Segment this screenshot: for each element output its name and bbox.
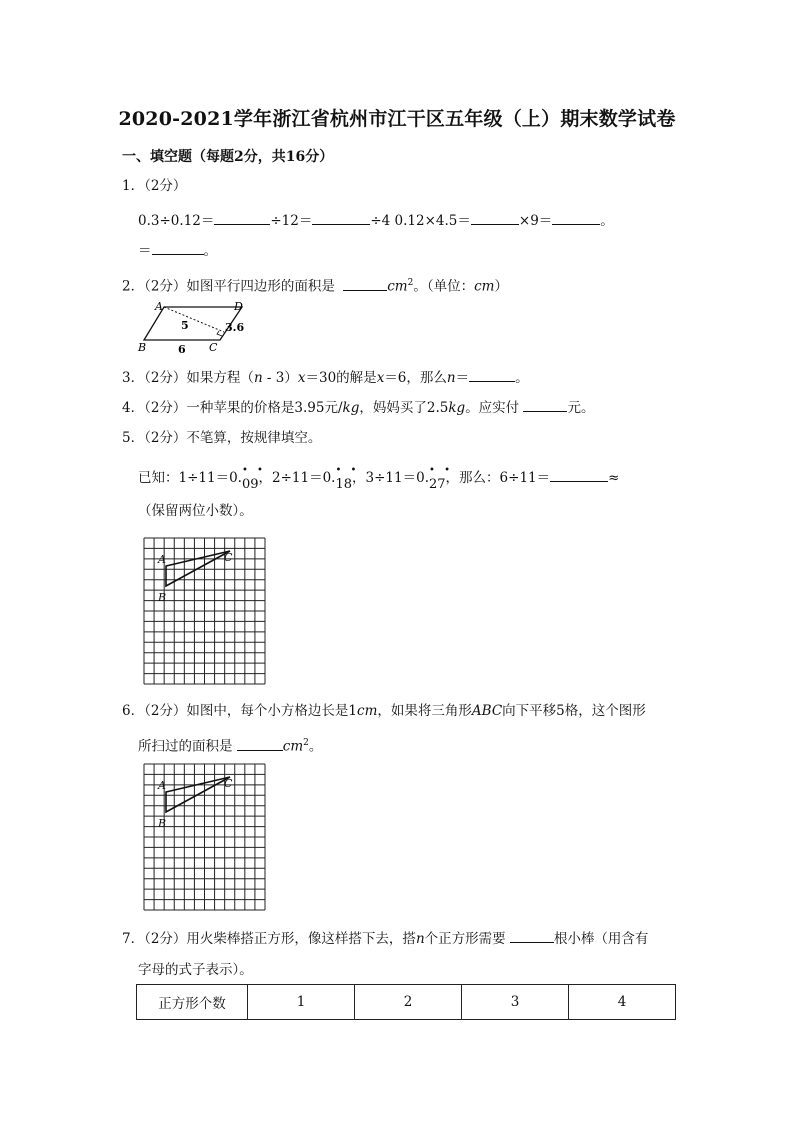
question-5-heading: 5．（2分）不笔算，按规律填空。 — [122, 430, 322, 446]
q6-cm: cm — [357, 703, 378, 719]
fig-label-a: A — [155, 300, 163, 313]
q4-kg2: kg — [448, 400, 466, 416]
grid-label-b: B — [158, 817, 167, 830]
q6-l1a: 6．（2分）如图中，每个小方格边长是1 — [122, 703, 358, 719]
question-7-line-1 — [122, 928, 648, 949]
grid-label-a: A — [158, 779, 166, 792]
question-3 — [122, 367, 529, 388]
grid-label-a: A — [158, 553, 166, 566]
grid-label-b: B — [158, 591, 167, 604]
q2-tail: 。（单位： — [413, 278, 475, 295]
question-5-given — [138, 467, 619, 495]
q2-close: ） — [494, 278, 508, 295]
q5-r1: 09 — [241, 477, 259, 492]
fig-height-label: 5 — [181, 319, 189, 332]
q1-text-b1: ＝ — [138, 243, 152, 259]
question-2 — [122, 273, 508, 297]
q3-pre: 3．（2分）如果方程（ — [122, 370, 254, 386]
fig-base-label: 6 — [178, 343, 186, 356]
q1-text-a1: 0.3÷0.12＝ — [138, 213, 215, 229]
q1-text-a5: 。 — [600, 213, 614, 229]
parallelogram-figure — [134, 296, 254, 358]
repeating-dots: • • — [335, 465, 360, 476]
table-cell: 正方形个数 — [137, 985, 248, 1020]
table-cell: 1 — [248, 985, 355, 1020]
q3-x: x — [297, 370, 306, 386]
answer-blank[interactable] — [523, 397, 567, 412]
q4-mid: ，妈妈买了2.5 — [359, 400, 449, 416]
question-1-number: 1．（2分） — [122, 178, 187, 194]
matchstick-table — [136, 984, 676, 1020]
q5-r2: 18 — [335, 477, 353, 492]
repeating-dots: • • — [241, 465, 266, 476]
answer-blank[interactable] — [214, 210, 270, 225]
grid-figure — [142, 762, 267, 912]
grid-figure — [142, 536, 267, 686]
q5-approx: ≈ — [608, 470, 620, 486]
q1-text-a4: ×9＝ — [518, 213, 553, 229]
q6-abc: ABC — [471, 703, 503, 719]
answer-blank[interactable] — [471, 210, 519, 225]
q3-mid2: ＝30的解是 — [305, 370, 377, 386]
question-7-line-2: 字母的式子表示）。 — [138, 962, 253, 978]
section-heading: 一、填空题（每题2分，共16分） — [122, 149, 334, 165]
q4-pre: 4．（2分）一种苹果的价格是3.95元/ — [122, 400, 343, 416]
q4-kg: kg — [342, 400, 360, 416]
answer-blank[interactable] — [152, 240, 204, 255]
q7-n: n — [415, 931, 425, 947]
question-4 — [122, 397, 594, 418]
q3-x2: x — [376, 370, 385, 386]
question-1-line-2 — [138, 240, 217, 261]
answer-blank[interactable] — [550, 467, 608, 482]
q2-unit2: cm — [474, 278, 495, 295]
question-5-note: （保留两位小数）。 — [138, 503, 253, 519]
q6-end: 。 — [308, 738, 323, 755]
q6-l2a: 所扫过的面积是 — [138, 738, 233, 755]
q2-unit: cm — [387, 278, 408, 295]
repeating-dots: • • — [429, 465, 453, 476]
q1-text-a2: ÷12＝ — [270, 213, 313, 229]
q5-s3: ，3÷11＝0. — [352, 470, 429, 486]
grid-label-c: C — [224, 551, 233, 564]
q3-end: 。 — [515, 370, 529, 386]
fig-label-b: B — [138, 341, 147, 354]
answer-blank[interactable] — [237, 736, 283, 751]
q1-text-a3: ÷4 0.12×4.5＝ — [370, 213, 471, 229]
q7-l1b: 个正方形需要 — [424, 931, 506, 947]
q3-n: n — [253, 370, 263, 386]
repeating-decimal — [241, 465, 266, 495]
q2-sup: 2 — [407, 278, 414, 288]
grid-label-c: C — [224, 777, 233, 790]
q6-cm2: cm — [282, 738, 304, 755]
answer-blank[interactable] — [552, 210, 600, 225]
repeating-decimal — [429, 465, 453, 495]
q5-s4: ，那么：6÷11＝ — [445, 470, 551, 486]
q3-mid: - 3） — [262, 370, 298, 386]
q5-s2: ，2÷11＝0. — [258, 470, 336, 486]
table-cell: 2 — [355, 985, 462, 1020]
table-cell: 4 — [569, 985, 676, 1020]
question-1-line-1 — [138, 210, 614, 231]
question-6-line-1 — [122, 701, 646, 721]
page-title: 2020-2021学年浙江省杭州市江干区五年级（上）期末数学试卷 — [118, 108, 676, 130]
q5-r3: 27 — [429, 477, 446, 492]
fig-side-label: 3.6 — [225, 321, 245, 334]
answer-blank[interactable] — [510, 928, 554, 943]
q3-n2: n — [446, 370, 456, 386]
q6-l1b: ，如果将三角形 — [377, 703, 472, 719]
answer-blank[interactable] — [312, 210, 370, 225]
fig-label-d: D — [234, 300, 243, 313]
q7-l1c: 根小棒（用含有 — [553, 931, 649, 947]
q1-text-b2: 。 — [203, 243, 217, 259]
question-6-line-2 — [138, 733, 322, 757]
answer-blank[interactable] — [343, 276, 387, 291]
fig-label-c: C — [209, 341, 218, 354]
q6-l1c: 向下平移5格，这个图形 — [502, 703, 646, 719]
q4-mid2: 。应实付 — [465, 400, 520, 416]
answer-blank[interactable] — [469, 367, 515, 382]
q4-end: 元。 — [567, 400, 595, 416]
q3-eq: ＝ — [455, 370, 470, 386]
q5-given: 已知：1÷11＝0. — [138, 470, 242, 486]
table-row — [137, 985, 676, 1020]
table-cell: 3 — [462, 985, 569, 1020]
repeating-decimal — [335, 465, 360, 495]
q3-mid3: ＝6，那么 — [384, 370, 447, 386]
q6-sup: 2 — [303, 738, 309, 748]
q2-text: 2．（2分）如图平行四边形的面积是 — [122, 278, 335, 295]
q7-l1a: 7．（2分）用火柴棒搭正方形，像这样搭下去，搭 — [122, 931, 416, 947]
